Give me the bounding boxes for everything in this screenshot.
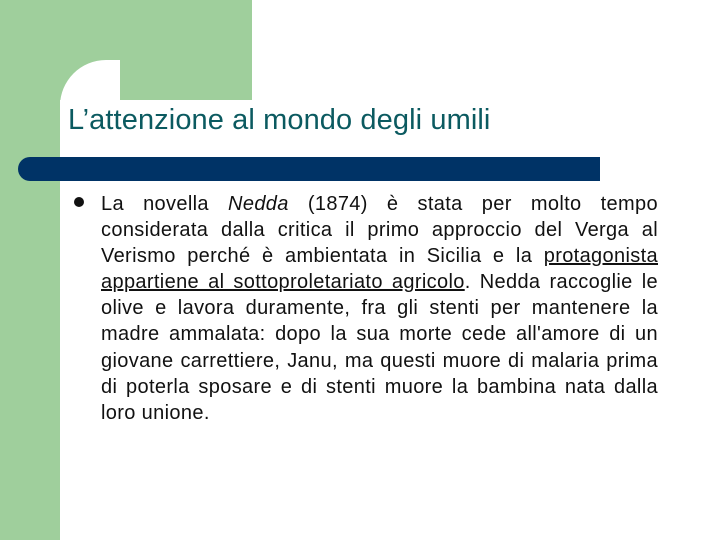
- bullet-text-intro: La novella: [101, 193, 229, 215]
- bullet-text-year: (1874): [288, 193, 368, 215]
- bullet-paragraph: [101, 191, 658, 426]
- bullet-icon: [74, 197, 84, 207]
- bullet-text-body: è stata per molto tempo considerata dalla critica il primo approccio del Verga al Verismo perché è ambientata in Sicilia e la: [101, 193, 658, 268]
- title-divider-bar: [18, 157, 600, 181]
- decor-green-left: [0, 0, 60, 540]
- bullet-text-underlined: protagonista appartiene al sottoproletariato agricolo: [101, 245, 658, 294]
- slide-title: L’attenzione al mondo degli umili: [68, 104, 491, 136]
- bullet-text-title-work: Nedda: [228, 193, 289, 215]
- bullet-text-rest: . Nedda raccoglie le olive e lavora duramente, fra gli stenti per mantenere la madre ammalata: dopo la sua morte cede all'amore di un giovane carrettiere, Janu, ma questi muore di malaria prima di poterla sposare e di stenti muore la bambina nata dalla loro unione.: [101, 271, 658, 424]
